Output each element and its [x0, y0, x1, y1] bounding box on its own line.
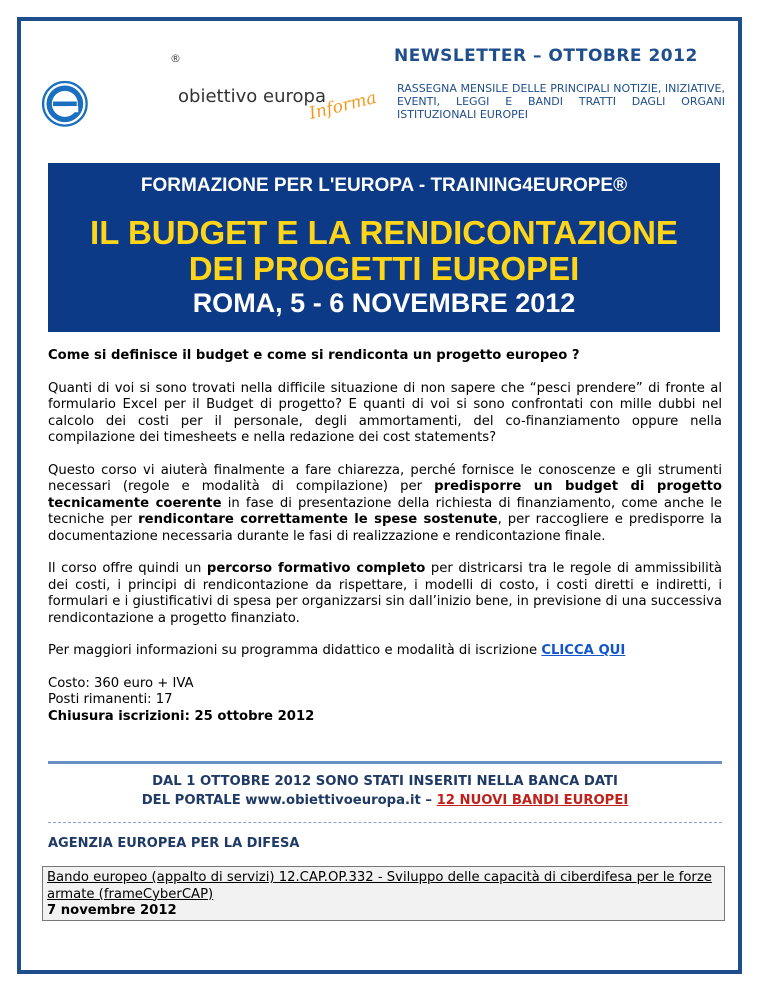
p2-text-c: in fase di presentazione della richiesta di finanziamento, come anche le tecniche per: [48, 495, 722, 527]
p2-bold-d: rendicontare correttamente le spese sostenute: [138, 512, 498, 527]
p2-text-a: Questo corso vi aiuterà finalmente a fare chiarezza, perché fornisce le conoscenze e gli strumenti necessari (regole e modalità di compilazione) per: [48, 462, 722, 494]
article-heading: Come si definisce il budget e come si rendiconta un progetto europeo ?: [48, 348, 580, 363]
registered-mark: ®: [170, 52, 181, 65]
dashed-divider: [48, 822, 722, 823]
tender-deadline: 7 novembre 2012: [47, 903, 177, 918]
notice-line-2: [48, 791, 722, 810]
obiettivo-europa-logo: [40, 40, 170, 160]
logo-text: obiettivo europa: [178, 86, 326, 107]
tender-item[interactable]: [42, 866, 725, 921]
course-banner[interactable]: [48, 163, 720, 332]
notice-text: DEL PORTALE www.obiettivoeuropa.it –: [141, 793, 437, 808]
clicca-qui-link[interactable]: CLICCA QUI: [541, 643, 626, 658]
banner-title: [48, 215, 720, 287]
p3-text-c: per districarsi tra le regole di ammissibilità dei costi, i principi di rendicontazione da rispettare, i modelli di costo, i costi diretti e indiretti, i formulari e i giustificativi di spesa per organizzarsi sin dall’inizio bene, in previsione di una successiva rendicontazione a progetto finanziato.: [48, 561, 722, 626]
article-paragraph-1: Quanti di voi si sono trovati nella difficile situazione di non sapere che “pesci prendere” di fronte al formulario Excel per il Budget di progetto? E quanti di voi si sono confrontati con mille dubbi nel calcolo dei costi per il personale, degli ammortamenti, del co-finanziamento oppure nella compilazione dei timesheets e nella redazione dei cost statements?: [48, 380, 722, 445]
newsletter-subtitle: RASSEGNA MENSILE DELLE PRINCIPALI NOTIZIE, INIZIATIVE, EVENTI, LEGGI E BANDI TRATTI DAGLI ORGANI ISTITUZIONALI EUROPEI: [397, 82, 725, 121]
info-text: Per maggiori informazioni su programma didattico e modalità di iscrizione: [48, 643, 542, 658]
banner-title-line2: DEI PROGETTI EUROPEI: [188, 250, 580, 287]
p2-text-e: , per raccogliere e predisporre la documentazione necessaria durante le fasi di realizzazione e rendicontazione finale.: [48, 512, 722, 544]
article: [48, 348, 722, 725]
article-paragraph-3: [48, 561, 722, 627]
seats-line: Posti rimanenti: 17: [48, 692, 173, 707]
cost-line: Costo: 360 euro + IVA: [48, 675, 194, 691]
tender-title[interactable]: Bando europeo (appalto di servizi) 12.CAP.OP.332 - Sviluppo delle capacità di ciberdifesa per le forze armate (frameCyberCAP): [47, 870, 712, 902]
p3-text-a: Il corso offre quindi un: [48, 561, 207, 576]
p2-bold-b: predisporre un budget di progetto tecnicamente coerente: [48, 479, 722, 511]
banner-title-line1: IL BUDGET E LA RENDICONTAZIONE: [90, 214, 678, 251]
logo-informa: Informa: [307, 88, 379, 124]
new-tenders-notice: [48, 772, 722, 810]
new-tenders-link[interactable]: 12 NUOVI BANDI EUROPEI: [436, 793, 629, 808]
notice-line-1: DAL 1 OTTOBRE 2012 SONO STATI INSERITI NELLA BANCA DATI: [152, 774, 618, 789]
banner-program: FORMAZIONE PER L'EUROPA - TRAINING4EUROPE®: [140, 175, 628, 196]
p3-bold-b: percorso formativo completo: [206, 561, 426, 576]
article-paragraph-2: [48, 463, 722, 546]
newsletter-title: NEWSLETTER – OTTOBRE 2012: [394, 46, 698, 66]
banner-date: ROMA, 5 - 6 NOVEMBRE 2012: [192, 288, 576, 318]
divider: [48, 761, 722, 764]
agency-heading: AGENZIA EUROPEA PER LA DIFESA: [48, 836, 300, 851]
closing-line: Chiusura iscrizioni: 25 ottobre 2012: [48, 708, 315, 724]
info-line: [48, 643, 722, 660]
